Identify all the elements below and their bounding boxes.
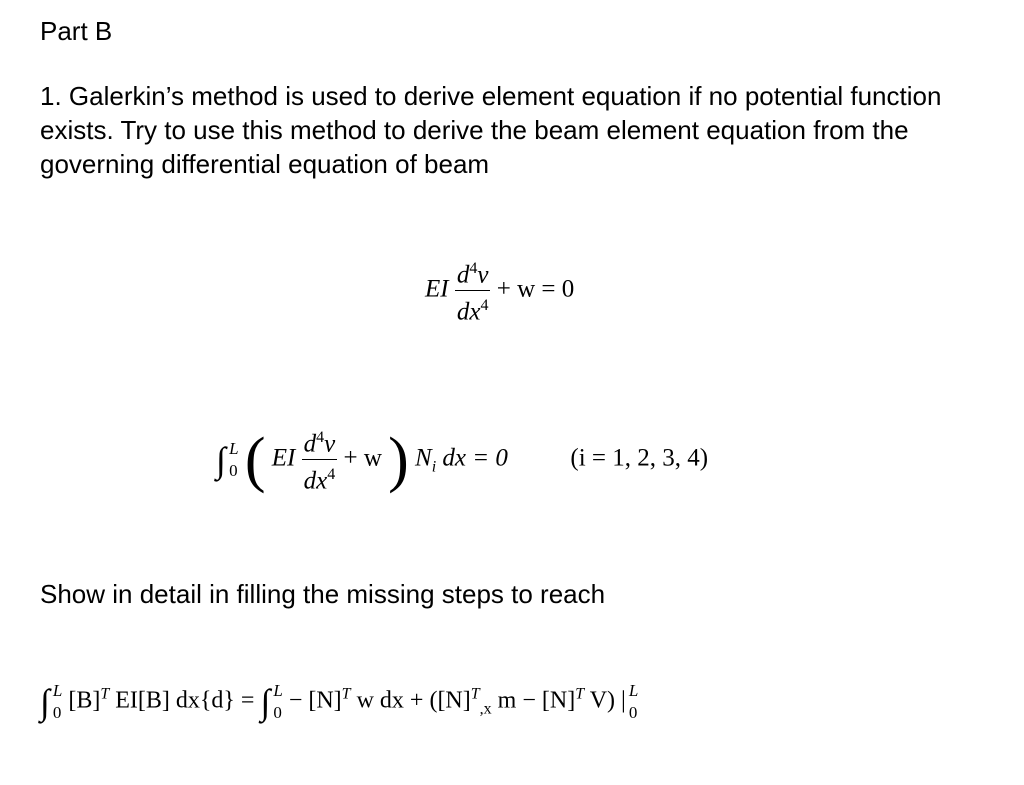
equation1-rest: + w = 0 [496,275,575,303]
question-text: 1. Galerkin’s method is used to derive element equation if no potential function exists. Try to use this method to derive the beam element equation from the governing differential equation of beam [40,81,942,179]
integral-sign: ∫ [216,439,226,480]
target-element-equation: ∫ L 0 $[B]^T$ EI[B] dx{d} = ∫ L 0 − $[N]^T$ w dx + ($[N]^T_{,x}$ $m - [N]^T$ V) | L 0 [40,681,639,722]
governing-equation [425,256,574,326]
index-condition: (i = 1, 2, 3, 4) [570,444,709,472]
galerkin-integral-equation: ∫ L 0 ( EI $\frac{d^4v}{dx^4}$ + w ) $N_i$ dx = 0 (i = 1, 2, 3, 4) [216,425,709,495]
part-heading: Part B [40,16,113,46]
shape-function: N [415,444,432,472]
fourth-derivative-fraction: $\frac{d^4v}{dx^4}$ [455,256,491,326]
integral-limits: L 0 [229,438,239,480]
flexural-rigidity: EI [425,275,449,303]
instruction-text: Show in detail in filling the missing steps to reach [40,579,606,609]
